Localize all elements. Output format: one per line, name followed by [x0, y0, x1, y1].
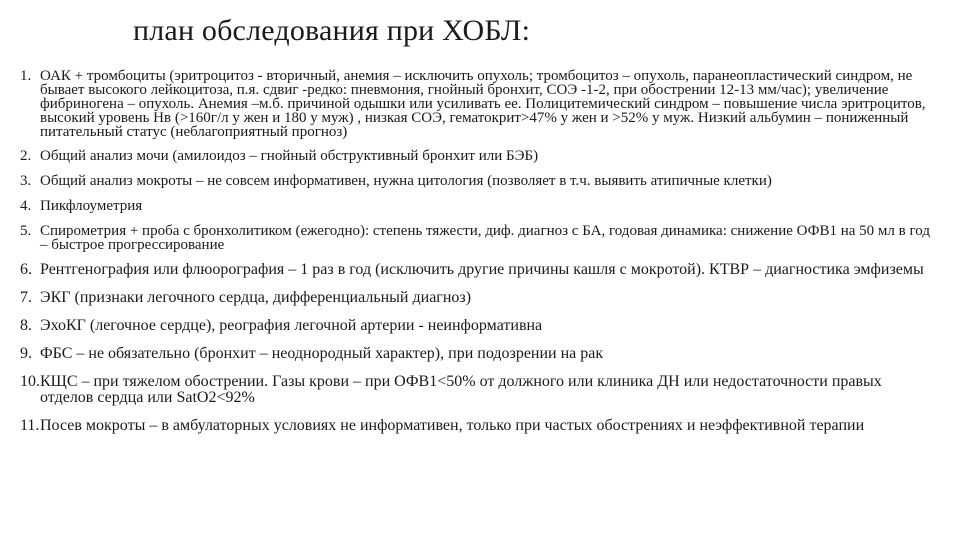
- list-item-text: КЩС – при тяжелом обострении. Газы крови – при ОФВ1<50% от должного или клиника ДН или недостаточности правых отделов сердца или SatO2<92%: [40, 373, 882, 406]
- list-item: [20, 69, 938, 139]
- list-item: [20, 418, 938, 434]
- list-item-text: Рентгенография или флюорография – 1 раз в год (исключить другие причины кашля с мокротой). КТВР – диагностика эмфиземы: [40, 261, 924, 278]
- list-item-number: 3.: [20, 173, 32, 189]
- examination-plan-list: [20, 69, 938, 434]
- list-item-number: 5.: [20, 223, 32, 239]
- list-item-number: 10.: [20, 373, 40, 390]
- list-item-text: ЭхоКГ (легочное сердце), реография легочной артерии - неинформативна: [40, 317, 543, 334]
- list-item-text: ОАК + тромбоциты (эритроцитоз - вторичный, анемия – исключить опухоль; тромбоцитоз – опухоль, паранеопластический синдром, не бывает высокого лейкоцитоза, п.я. сдвиг -редко: пневмония, гнойный бронхит, СОЭ -1-2, при обострении 12-13 мм/час); увеличение фибриногена – опухоль. Анемия –м.б. причиной одышки или усиливать ее. Полицитемический синдром – повышение числа эритроцитов, высокий уровень Нв (>160г/л у жен и 180 у муж) , низкая СОЭ, гематокрит>47% у жен и >52% у муж. Низкий альбумин – пониженный питательный статус (неблагоприятный прогноз): [40, 68, 926, 140]
- list-item-text: Общий анализ мочи (амилоидоз – гнойный обструктивный бронхит или БЭБ): [40, 148, 539, 164]
- list-item: [20, 290, 938, 306]
- list-item-number: 2.: [20, 148, 32, 164]
- slide-title: план обследования при ХОБЛ:: [133, 14, 531, 47]
- list-item-number: 7.: [20, 289, 32, 306]
- list-item-number: 6.: [20, 261, 32, 278]
- list-item-text: ЭКГ (признаки легочного сердца, дифференциальный диагноз): [40, 289, 472, 306]
- list-item: [20, 346, 938, 362]
- list-item-number: 4.: [20, 198, 32, 214]
- list-item: [20, 262, 938, 278]
- list-item: [20, 149, 938, 163]
- list-item: [20, 224, 938, 252]
- list-item-number: 8.: [20, 317, 32, 334]
- list-item-text: Спирометрия + проба с бронхолитиком (ежегодно): степень тяжести, диф. диагноз с БА, годовая динамика: снижение ОФВ1 на 50 мл в год – быстрое прогрессирование: [40, 223, 930, 253]
- list-item: [20, 174, 938, 188]
- list-item-text: Пикфлоуметрия: [40, 198, 143, 214]
- list-item-number: 1.: [20, 68, 32, 84]
- list-item-number: 9.: [20, 345, 32, 362]
- list-item-text: ФБС – не обязательно (бронхит – неоднородный характер), при подозрении на рак: [40, 345, 604, 362]
- list-item: [20, 199, 938, 213]
- list-item-number: 11.: [20, 417, 40, 434]
- list-item: [20, 374, 938, 406]
- list-item: [20, 318, 938, 334]
- list-item-text: Общий анализ мокроты – не совсем информативен, нужна цитология (позволяет в т.ч. выявить атипичные клетки): [40, 173, 772, 189]
- list-item-text: Посев мокроты – в амбулаторных условиях не информативен, только при частых обострениях и неэффективной терапии: [40, 417, 865, 434]
